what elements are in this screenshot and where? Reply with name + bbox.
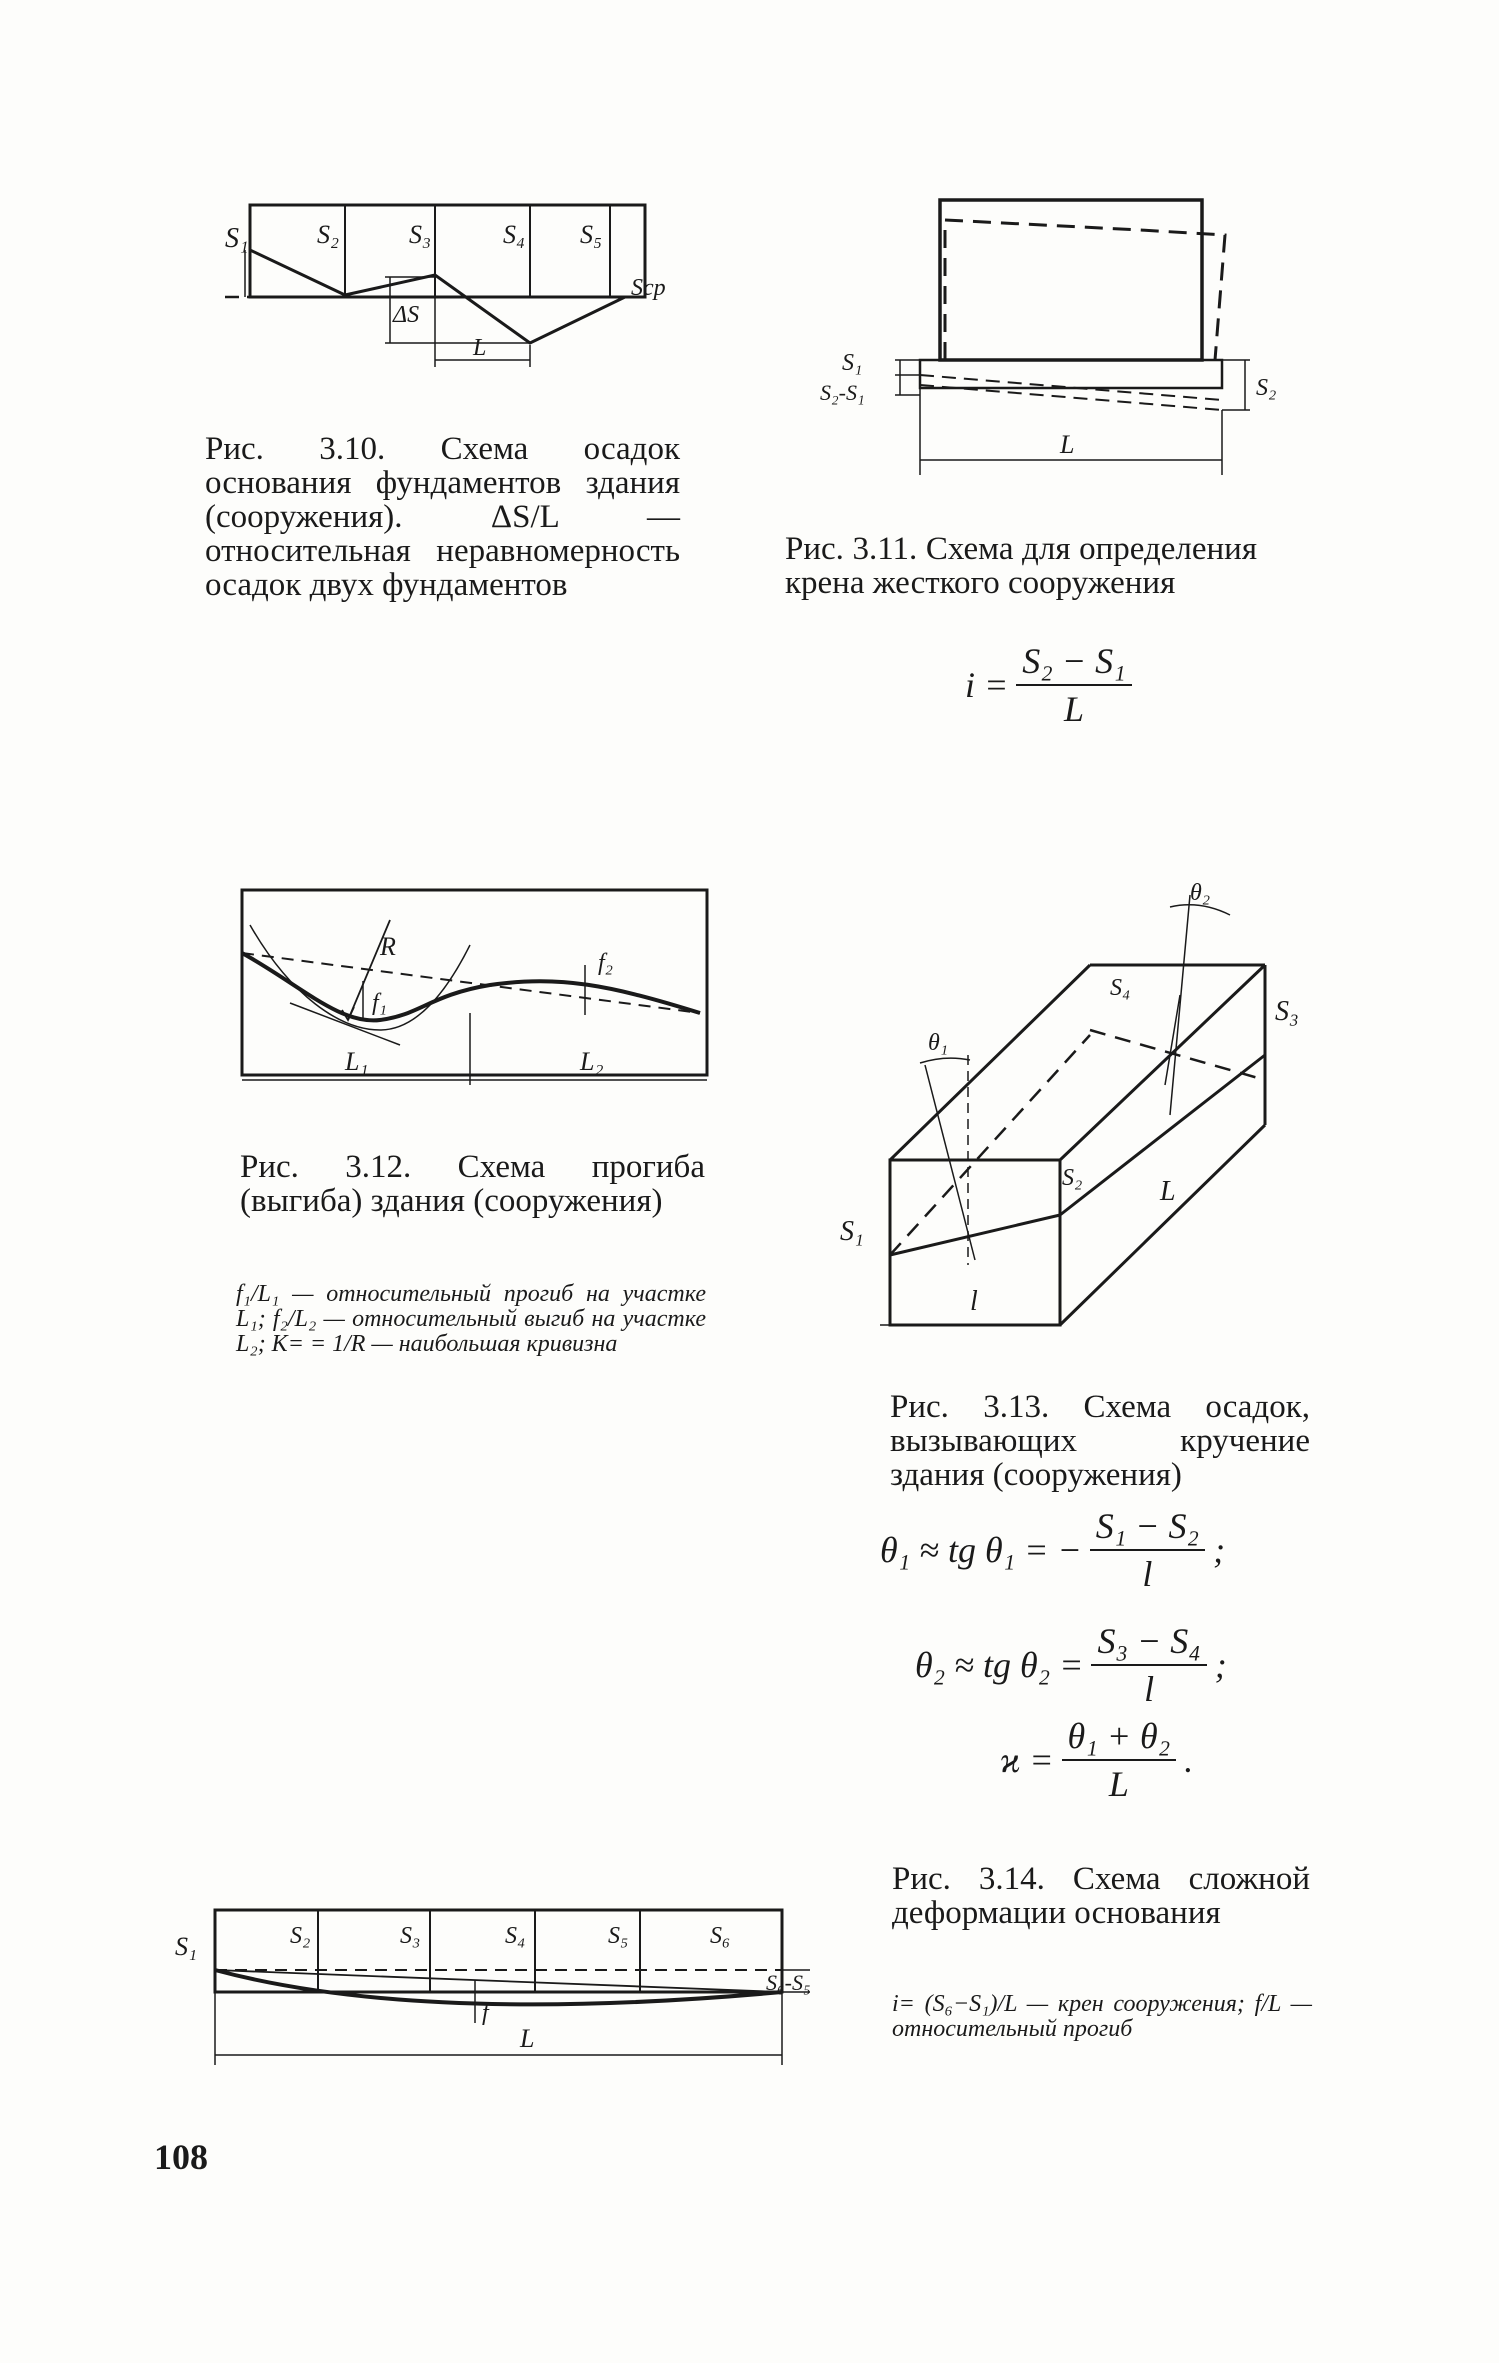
label-l-large: L <box>1160 1176 1176 1207</box>
label-s1: S₁ <box>842 350 863 376</box>
label-l1: L₁ <box>345 1047 369 1076</box>
figure-3-14 <box>170 1905 870 2095</box>
foundation <box>920 360 1222 388</box>
label-theta1: θ₁ <box>928 1030 949 1056</box>
label-s3: S₃ <box>409 220 432 249</box>
label-l-small: l <box>970 1286 978 1317</box>
note-3-12: f₁/L₁ — относительный прогиб на участке L₁; f₂/L₂ — относительный выгиб на участке L₂; K= = 1/R — наибольшая кривизна <box>236 1281 706 1357</box>
label-s2: S₂ <box>290 1923 311 1949</box>
label-s4: S₄ <box>1110 975 1131 1001</box>
label-s3: S₃ <box>400 1923 421 1949</box>
label-s2-minus-s1: S₂-S₁ <box>820 380 865 405</box>
label-s4: S₄ <box>505 1923 526 1949</box>
settlement-diagram-3-10 <box>225 195 705 405</box>
caption-3-10: Рис. 3.10. Схема осадок основания фундаментов здания (сооружения). ΔS/L — относительная неравномерность осадок двух фундаментов <box>205 431 680 603</box>
label-l2: L₂ <box>580 1047 604 1076</box>
formula-3-13-theta1: θ₁ ≈ tg θ₁ = − $\frac{\text{S₁ − S₂}}{l}$ ; <box>880 1506 1226 1594</box>
formula-3-13-kappa: ϰ = $\frac{\text{θ₁ + θ₂}}{L}$ . <box>1000 1716 1194 1804</box>
figure-3-11 <box>820 195 1277 495</box>
label-r: R <box>380 932 396 961</box>
building-rigid <box>940 200 1202 360</box>
tilted-building <box>945 220 1225 360</box>
theta1-arc <box>920 1058 970 1063</box>
caption-3-14: Рис. 3.14. Схема сложной деформации основания <box>892 1861 1310 1931</box>
label-l: L <box>1060 430 1075 459</box>
label-s2: S₂ <box>317 220 340 249</box>
theta2-arc <box>1170 905 1230 915</box>
label-f2: f₂ <box>598 950 614 976</box>
chord-line <box>242 953 700 1013</box>
fraction: $\frac{\text{S₂ − S₁}}{L}$ <box>1016 640 1131 730</box>
page-number: 108 <box>154 2137 208 2177</box>
figure-3-10 <box>225 195 705 405</box>
box-edge <box>1060 965 1265 1160</box>
complex-deformation-3-14 <box>170 1905 870 2095</box>
fraction: $\frac{\text{θ₁ + θ₂}}{L}$ <box>1062 1715 1177 1805</box>
formula-3-11: i = $\frac{\text{S₂ − S₁}}{L}$ <box>965 640 1140 730</box>
torsion-diagram-3-13 <box>820 855 1330 1335</box>
formula-3-13-theta2: θ₂ ≈ tg θ₂ = $\frac{\text{S₃ − S₄}}{l}$ ; <box>915 1621 1227 1709</box>
building-outline <box>242 890 707 1075</box>
fraction: $\frac{\text{S₃ − S₄}}{l}$ <box>1091 1620 1206 1710</box>
caption-3-11: Рис. 3.11. Схема для определения крена жесткого сооружения <box>785 531 1257 601</box>
label-s6: S₆ <box>710 1923 731 1949</box>
deflection-diagram-3-12 <box>230 885 720 1095</box>
theta2-axis <box>1170 895 1190 1115</box>
caption-3-12: Рис. 3.12. Схема прогиба (выгиба) здания (сооружения) <box>240 1149 705 1219</box>
label-s1: S₁ <box>225 223 249 254</box>
figure-3-12 <box>230 885 720 1095</box>
label-ds: ΔS <box>393 302 420 328</box>
label-scp: Sср <box>631 275 666 301</box>
label-s3: S₃ <box>1275 996 1299 1027</box>
label-theta2: θ₂ <box>1190 880 1211 906</box>
label-s1: S₁ <box>840 1216 864 1247</box>
tilt-diagram-3-11 <box>820 195 1277 495</box>
label-s5: S₅ <box>608 1923 629 1949</box>
label-l: L <box>473 335 487 361</box>
note-3-14: i= (S₆−S₁)/L — крен сооружения; f/L — относительный прогиб <box>892 1991 1312 2042</box>
label-s2: S₂ <box>1062 1165 1083 1191</box>
label-l: L <box>520 2024 535 2053</box>
caption-3-13: Рис. 3.13. Схема осадок, вызывающих кручение здания (сооружения) <box>890 1389 1310 1493</box>
label-s1: S₁ <box>175 1932 198 1961</box>
settled-edge <box>890 1215 1060 1255</box>
label-s4: S₄ <box>503 220 526 249</box>
label-f1: f₁ <box>372 990 388 1016</box>
figure-3-13 <box>820 855 1330 1335</box>
theta2-line <box>1165 995 1180 1085</box>
box-edge <box>1060 1125 1265 1325</box>
fraction: $\frac{\text{S₁ − S₂}}{l}$ <box>1090 1505 1205 1595</box>
label-s6-minus-s5: S₆-S₅ <box>766 1970 811 1995</box>
deflection-curve <box>215 1970 782 2004</box>
label-s5: S₅ <box>580 220 603 249</box>
label-s2: S₂ <box>1256 375 1277 401</box>
label-f: f <box>482 2000 489 2026</box>
